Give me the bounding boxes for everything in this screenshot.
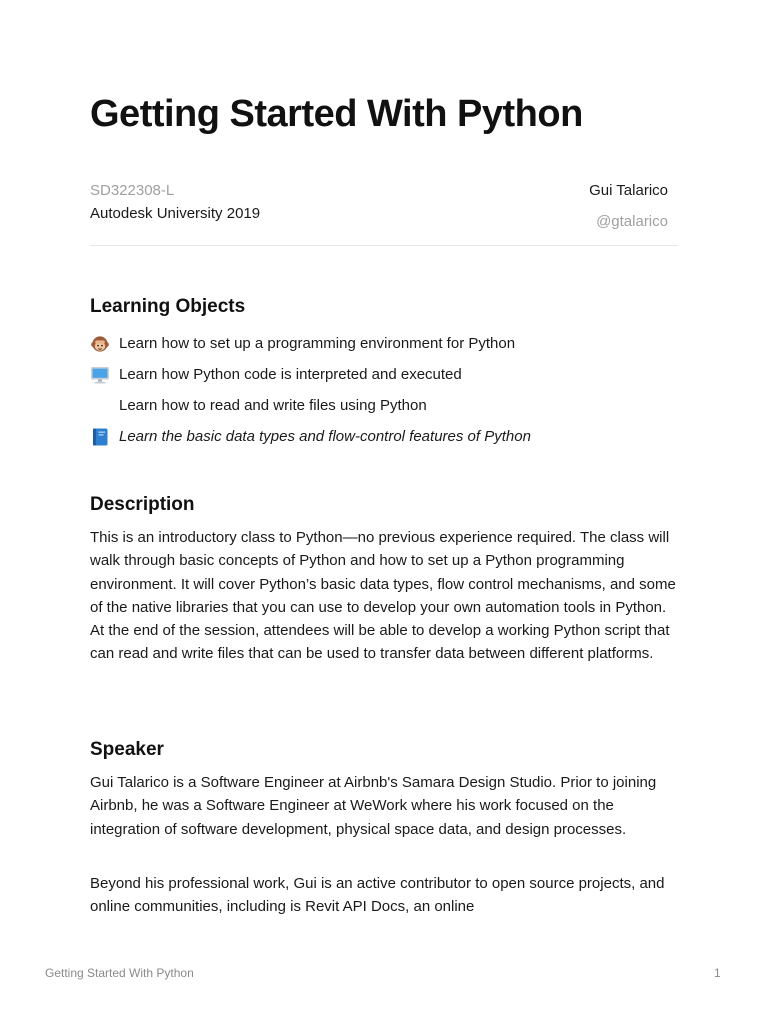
learning-heading: Learning Objects [90,296,246,317]
speaker-bio-paragraph: Gui Talarico is a Software Engineer at Airbnb's Samara Design Studio. Prior to joining Airbnb, he was a Software Engineer at WeWork where his work focused on the integration of software development, physical space data, and design processes. [90,774,657,838]
class-code: SD322308-L [90,182,175,199]
speaker-heading: Speaker [90,739,164,760]
list-item [90,421,678,452]
event-name: Autodesk University 2019 [90,205,261,222]
computer-monitor-icon [90,365,110,385]
blue-book-icon [90,427,110,447]
list-item [90,359,678,390]
objective-text: Learn how Python code is interpreted and executed [119,366,462,383]
speaker-bio-paragraph: Beyond his professional work, Gui is an active contributor to open source projects, and online communities, including is Revit API Docs, an online [90,875,665,916]
page-title: Getting Started With Python [90,93,583,135]
header-divider [90,245,678,246]
author-handle: @gtalarico [596,213,668,230]
blank-icon-slot [90,396,110,416]
meta-right [589,179,668,233]
meta-left [90,179,410,225]
list-item [90,328,678,359]
learning-objectives-list [90,328,678,452]
page-number: 1 [714,966,721,980]
description-text: This is an introductory class to Python—no previous experience required. The class will walk through basic concepts of Python and how to set up a Python programming environment. It will cover Python’s basic data types, flow control mechanisms, and some of the native libraries that you can use to develop your own automation tools in Python. At the end of the session, attendees will be able to develop a working Python script that can read and write files that can be used to transfer data between different platforms. [90,529,676,663]
objective-text: Learn the basic data types and flow-control features of Python [119,428,531,445]
list-item [90,390,678,421]
objective-text: Learn how to set up a programming environment for Python [119,335,516,352]
footer-title: Getting Started With Python [45,966,194,980]
author-name: Gui Talarico [589,182,668,199]
objective-text: Learn how to read and write files using Python [119,397,427,414]
monkey-face-icon [90,334,110,354]
description-heading: Description [90,494,195,515]
